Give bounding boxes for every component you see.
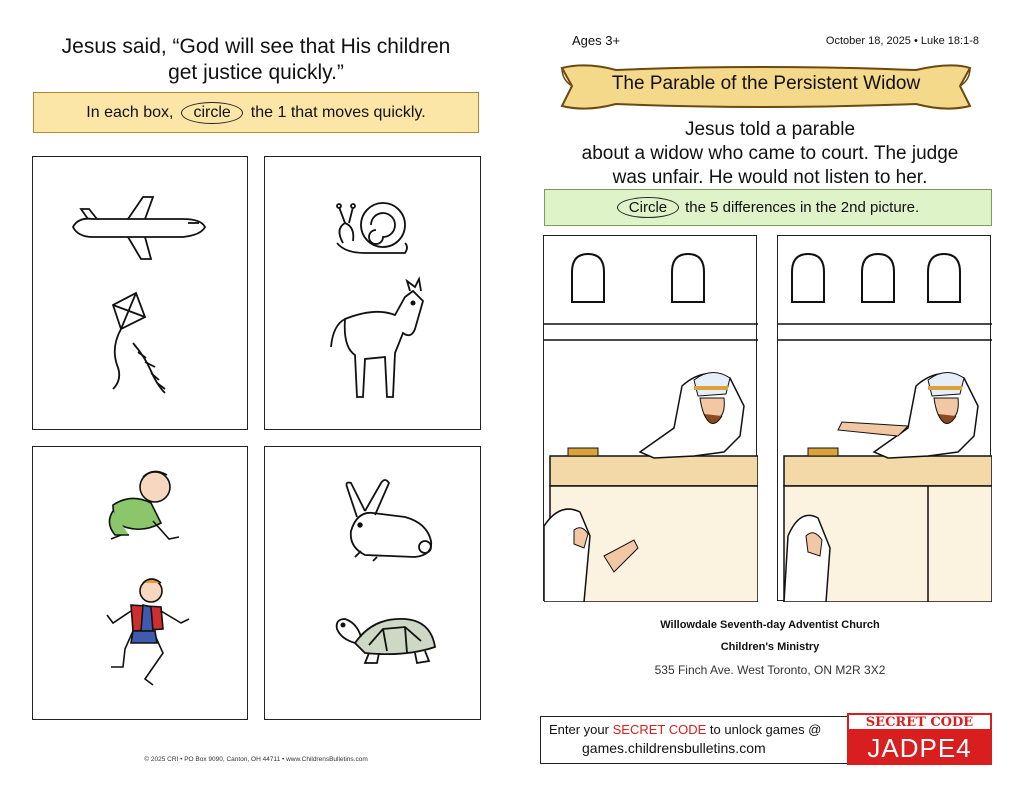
left-instruction-box <box>33 92 479 133</box>
activity-box-4[interactable] <box>264 446 481 720</box>
picture-original-art <box>544 236 758 602</box>
activity-box-3-art <box>33 447 249 721</box>
picture-original[interactable] <box>543 235 757 601</box>
turtle-icon <box>337 619 435 663</box>
age-label: Ages 3+ <box>572 33 621 48</box>
games-link[interactable]: games.childrensbulletins.com <box>582 740 766 756</box>
code-before: Enter your <box>549 722 609 737</box>
left-title <box>0 34 512 86</box>
left-title-line1: Jesus said, “God will see that His children <box>61 35 451 58</box>
instruction-text-before: In each box, <box>86 103 174 121</box>
story-line1: Jesus told a parable <box>684 119 856 140</box>
banner-title: The Parable of the Persistent Widow <box>611 73 921 94</box>
running-boy-icon <box>107 579 189 685</box>
date-reference: October 18, 2025 • Luke 18:1-8 <box>825 35 979 47</box>
story-text <box>545 118 995 190</box>
rabbit-icon <box>347 480 432 561</box>
code-highlight: SECRET CODE <box>612 722 707 737</box>
activity-box-2[interactable] <box>264 156 481 430</box>
horse-icon <box>331 279 423 397</box>
right-instruction-box <box>544 189 992 226</box>
right-instruction-after: the 5 differences in the 2nd picture. <box>685 199 920 216</box>
secret-code-text <box>549 722 821 737</box>
picture-differences-art <box>778 236 992 602</box>
church-name: Willowdale Seventh-day Adventist Church <box>660 619 880 631</box>
story-line3: was unfair. He would not listen to her. <box>612 167 928 188</box>
instruction-text-after: the 1 that moves quickly. <box>250 103 426 121</box>
snail-icon <box>337 203 407 253</box>
crawling-baby-icon <box>109 471 179 539</box>
circle-word: circle <box>181 102 242 124</box>
activity-box-1[interactable] <box>32 156 248 430</box>
secret-code-badge <box>847 713 992 765</box>
activity-box-3[interactable] <box>32 446 248 720</box>
activity-box-2-art <box>265 157 482 431</box>
activity-box-4-art <box>265 447 482 721</box>
secret-code-badge-label: SECRET CODE <box>847 713 992 731</box>
church-address: 535 Finch Ave. West Toronto, ON M2R 3X2 <box>654 663 886 677</box>
left-title-line2: get justice quickly.” <box>168 61 344 84</box>
code-after: to unlock games @ <box>709 722 822 737</box>
left-footer: © 2025 CRI • PO Box 9090, Canton, OH 44711 • www.ChildrensBulletins.com <box>144 756 368 763</box>
circle-word-right: Circle <box>617 197 679 218</box>
picture-differences[interactable] <box>777 235 991 601</box>
story-line2: about a widow who came to court. The judge <box>581 143 959 164</box>
ministry-name: Children's Ministry <box>720 641 820 653</box>
secret-code-value: JADPE4 <box>847 731 992 765</box>
activity-box-1-art <box>33 157 249 431</box>
airplane-icon <box>73 197 205 259</box>
kite-icon <box>113 293 165 393</box>
